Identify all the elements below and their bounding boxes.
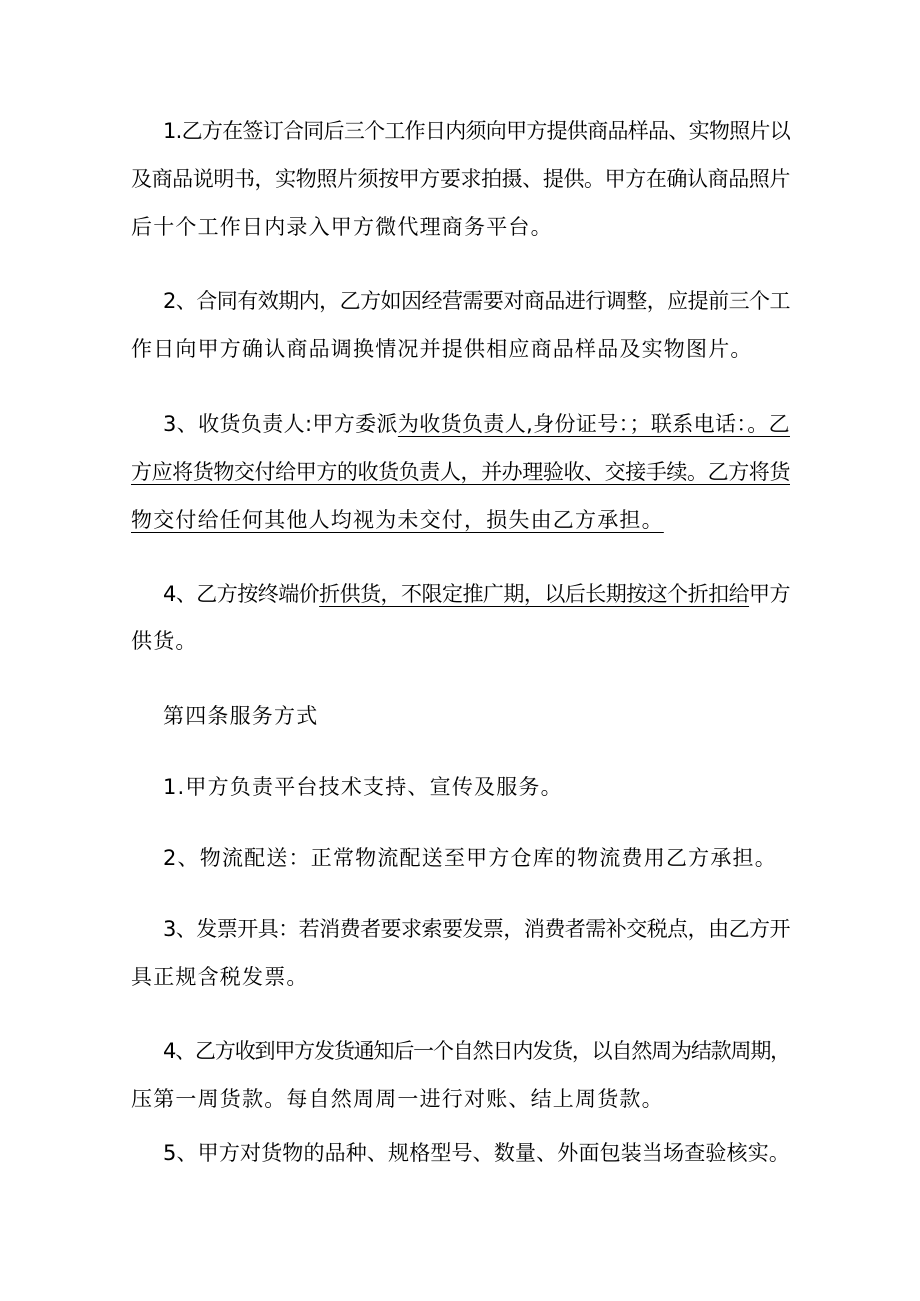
text-segment: 具正规含税发票。	[131, 965, 309, 989]
text-line	[0, 963, 920, 991]
text-segment: 1.甲方负责平台技术支持、宣传及服务。	[163, 775, 563, 799]
text-line	[0, 287, 920, 315]
text-line	[0, 702, 920, 730]
text-line	[0, 410, 920, 438]
text-line	[0, 844, 920, 872]
text-line	[0, 458, 920, 486]
underlined-text: 方应将货物交付给甲方的收货负责人，并办理验收、交接手续。乙方将货	[131, 460, 790, 484]
text-segment: 1.乙方在签订合同后三个工作日内须向甲方提供商品样品、实物照片以	[163, 119, 790, 143]
text-segment: 2、合同有效期内，乙方如因经营需要对商品进行调整，应提前三个工	[163, 289, 790, 313]
underlined-text: 为收货负责人,身份证号：；联系电话：。乙	[397, 412, 790, 436]
text-line	[0, 1037, 920, 1065]
text-segment: 供货。	[131, 629, 198, 653]
text-line	[0, 1085, 920, 1113]
underlined-text: 物交付给任何其他人均视为未交付，损失由乙方承担。	[131, 508, 664, 532]
text-line	[0, 335, 920, 363]
text-segment: 5、甲方对货物的品种、规格型号、数量、外面包装当场查验核实。	[163, 1141, 790, 1165]
text-segment: 4、乙方收到甲方发货通知后一个自然日内发货，以自然周为结款周期，	[163, 1039, 790, 1063]
text-line	[0, 165, 920, 193]
text-line	[0, 506, 920, 534]
text-segment: 压第一周货款。每自然周周一进行对账、结上周货款。	[131, 1087, 664, 1111]
text-segment: 3、发票开具：若消费者要求索要发票，消费者需补交税点，由乙方开	[163, 917, 790, 941]
underlined-text: 折供货，不限定推广期，以后长期按这个折扣给	[319, 582, 750, 606]
text-segment: 作日向甲方确认商品调换情况并提供相应商品样品及实物图片。	[131, 337, 753, 361]
text-segment: 后十个工作日内录入甲方微代理商务平台。	[131, 215, 553, 239]
text-segment: 4、乙方按终端价	[163, 582, 320, 606]
text-line	[0, 213, 920, 241]
text-segment: 第四条服务方式	[163, 704, 319, 728]
text-segment: 3、收货负责人:甲方委派	[163, 412, 398, 436]
text-segment: 2、物流配送：正常物流配送至甲方仓库的物流费用乙方承担。	[163, 846, 777, 870]
text-line	[0, 627, 920, 655]
text-segment: 甲方	[749, 582, 790, 606]
text-segment: 及商品说明书，实物照片须按甲方要求拍摄、提供。甲方在确认商品照片	[131, 167, 790, 191]
text-line	[0, 915, 920, 943]
text-line	[0, 580, 920, 608]
text-line	[0, 1139, 920, 1167]
text-line	[0, 773, 920, 801]
text-line	[0, 117, 920, 145]
